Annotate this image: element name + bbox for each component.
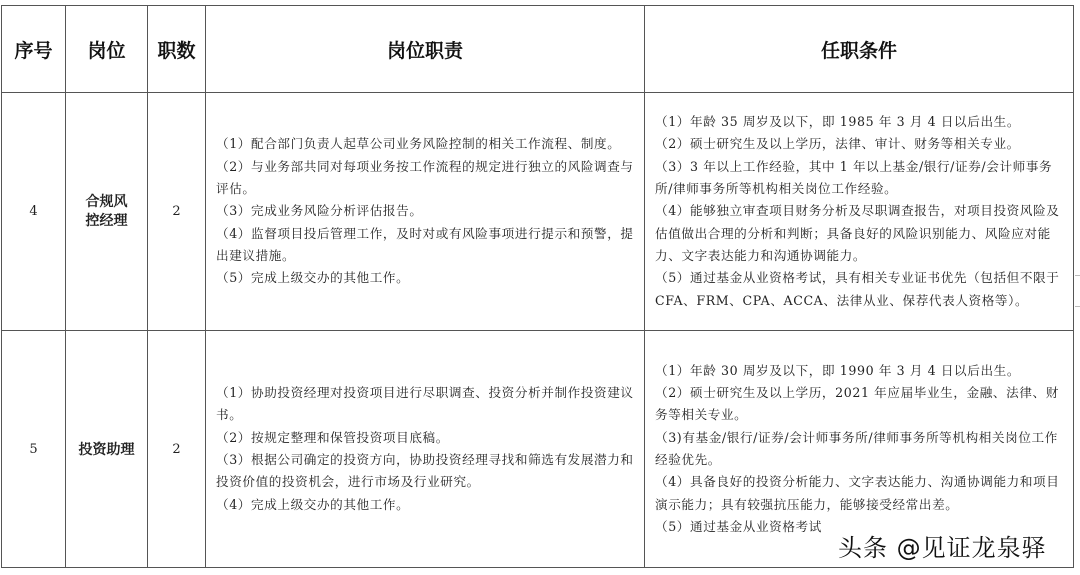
requirement-item: （5）通过基金从业资格考试 bbox=[655, 518, 822, 534]
page-edge-divider bbox=[1075, 275, 1080, 307]
duty-item: （1）协助投资经理对投资项目进行尽职调查、投资分析并制作投资建议书。 bbox=[216, 385, 634, 423]
header-position: 岗位 bbox=[66, 6, 148, 93]
duty-item: （3）完成业务风险分析评估报告。 bbox=[216, 203, 423, 219]
duty-item: （1）配合部门负责人起草公司业务风险控制的相关工作流程、制度。 bbox=[216, 136, 621, 152]
requirement-item: （5）通过基金从业资格考试，具有相关专业证书优先（包括但不限于 CFA、FRM、CPA、ACCA、法律从业、保荐代表人资格等）。 bbox=[655, 270, 1060, 308]
requirement-item: （1）年龄 35 周岁及以下，即 1985 年 3 月 4 日以后出生。 bbox=[655, 114, 1021, 130]
row-no: 5 bbox=[2, 331, 66, 568]
requirement-item: （1）年龄 30 周岁及以下，即 1990 年 3 月 4 日以后出生。 bbox=[655, 362, 1021, 378]
duty-item: （2）按规定整理和保管投资项目底稿。 bbox=[216, 429, 449, 445]
header-count: 职数 bbox=[148, 6, 206, 93]
duty-item: （3）根据公司确定的投资方向，协助投资经理寻找和筛选有发展潜力和投资价值的投资机会，进行市场及行业研究。 bbox=[216, 452, 634, 490]
row-duties bbox=[206, 331, 645, 568]
duty-item: （2）与业务部共同对每项业务按工作流程的规定进行独立的风险调查与评估。 bbox=[216, 158, 634, 197]
header-requirements: 任职条件 bbox=[645, 6, 1074, 93]
row-position: 投资助理 bbox=[66, 331, 148, 568]
requirement-item: （3）3 年以上工作经验，其中 1 年以上基金/银行/证券/会计师事务所/律师事务所等机构相关岗位工作经验。 bbox=[655, 158, 1053, 197]
row-requirements bbox=[645, 93, 1074, 331]
row-count: 2 bbox=[148, 331, 206, 568]
row-no: 4 bbox=[2, 93, 66, 331]
row-duties bbox=[206, 93, 645, 331]
duty-item: （4）完成上级交办的其他工作。 bbox=[216, 496, 410, 512]
header-no: 序号 bbox=[2, 6, 66, 93]
duty-item: （4）监督项目投后管理工作，及时对或有风险事项进行提示和预警，提出建议措施。 bbox=[216, 225, 634, 263]
row-count: 2 bbox=[148, 93, 206, 331]
requirement-item: （3)有基金/银行/证券/会计师事务所/律师事务所等机构相关岗位工作经验优先。 bbox=[655, 429, 1058, 467]
requirement-item: （4）具备良好的投资分析能力、文字表达能力、沟通协调能力和项目演示能力；具有较强抗压能力，能够接受经常出差。 bbox=[655, 474, 1060, 512]
job-table bbox=[1, 5, 1074, 568]
watermark: 头条 @见证龙泉驿 bbox=[838, 534, 1047, 562]
row-position: 合规风控经理 bbox=[66, 93, 148, 331]
header-row bbox=[2, 6, 1074, 93]
duty-item: （5）完成上级交办的其他工作。 bbox=[216, 270, 410, 286]
requirement-item: （2）硕士研究生及以上学历，2021 年应届毕业生，金融、法律、财务等相关专业。 bbox=[655, 385, 1059, 423]
requirement-item: （2）硕士研究生及以上学历，法律、审计、财务等相关专业。 bbox=[655, 136, 1020, 152]
header-duties: 岗位职责 bbox=[206, 6, 645, 93]
requirement-item: （4）能够独立审查项目财务分析及尽职调查报告，对项目投资风险及估值做出合理的分析和判断；具备良好的风险识别能力、风险应对能力、文字表达能力和沟通协调能力。 bbox=[655, 203, 1060, 263]
table-row bbox=[2, 93, 1074, 331]
